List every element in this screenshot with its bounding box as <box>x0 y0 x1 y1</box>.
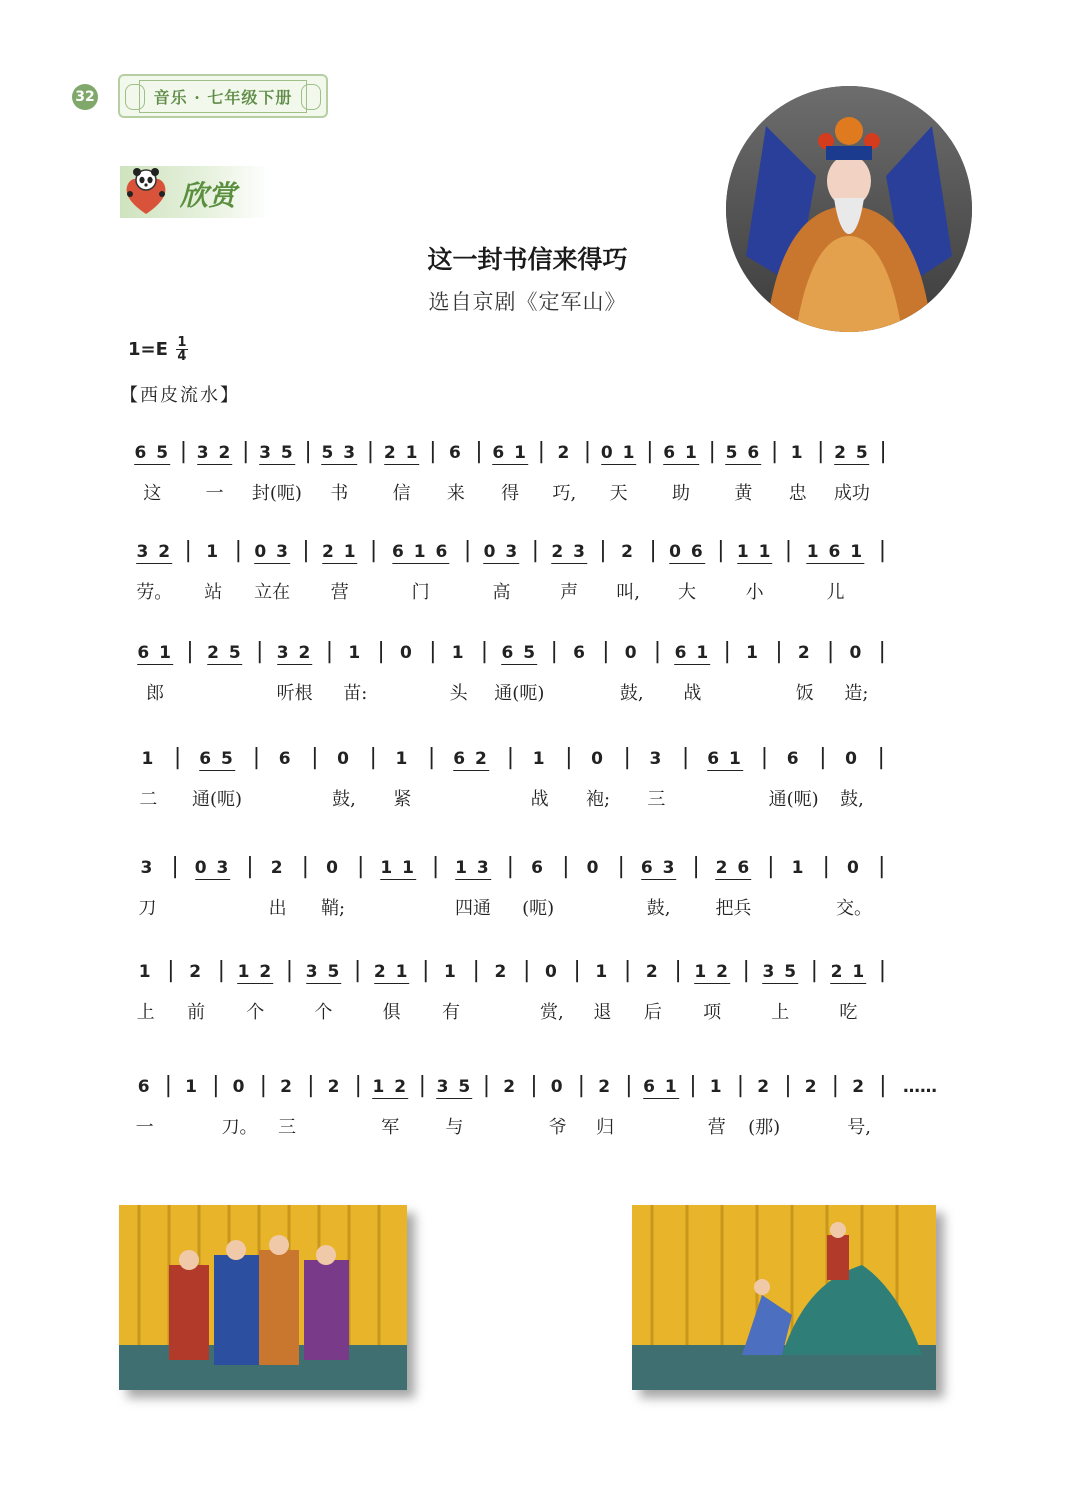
lyric: 劳。 <box>136 582 173 603</box>
barline: | <box>681 745 690 770</box>
lyric: 通(呃) <box>494 683 545 704</box>
barline: | <box>531 538 540 563</box>
book-title-banner <box>118 74 328 118</box>
lyric: 鼓, <box>619 683 644 704</box>
barline: | <box>307 1073 315 1098</box>
barline: | <box>212 1073 220 1098</box>
note-group: 1 <box>395 749 410 769</box>
barline: | <box>879 439 887 464</box>
note-group: 1 3 <box>455 858 491 878</box>
barline: | <box>475 439 483 464</box>
barline: | <box>537 439 546 464</box>
note-group: 0 <box>586 858 601 878</box>
barline: | <box>472 958 480 983</box>
lyric: 忠 <box>788 483 807 504</box>
barline: | <box>164 1073 173 1098</box>
barline: | <box>179 439 188 464</box>
lyric: 后 <box>643 1002 662 1023</box>
note-group: 0 <box>326 858 340 878</box>
time-signature <box>176 336 188 363</box>
barline: | <box>302 538 310 563</box>
note-group: 0 3 <box>254 542 290 562</box>
lyric: 吃 <box>839 1002 858 1023</box>
barline: | <box>625 1073 633 1098</box>
note-group: 1 <box>532 749 547 769</box>
barline: | <box>708 439 716 464</box>
note-group: 6 <box>531 858 546 878</box>
note-group: 6 3 <box>640 858 677 878</box>
score-continuation: …… <box>903 1077 937 1097</box>
note-group: 3 2 <box>276 643 313 663</box>
note-group: 5 3 <box>321 443 358 463</box>
barline: | <box>653 639 662 664</box>
barline: | <box>357 854 365 879</box>
section-tag <box>120 166 270 218</box>
barline: | <box>692 854 700 879</box>
note-group: 1 <box>746 643 761 663</box>
lyric: 信 <box>392 483 411 504</box>
lyric: 项 <box>703 1002 722 1023</box>
barline: | <box>301 854 310 879</box>
note-group: 1 <box>141 749 156 769</box>
note-group: 2 1 <box>383 443 420 463</box>
lyric: 鼓, <box>646 898 671 919</box>
note-group: 2 6 <box>715 858 752 878</box>
barline: | <box>377 639 385 664</box>
note-group: 0 <box>847 858 861 878</box>
barline: | <box>562 854 570 879</box>
barline: | <box>429 639 437 664</box>
lyric: 上 <box>136 1002 155 1023</box>
note-group: 6 1 <box>137 643 173 663</box>
barline: | <box>431 854 440 879</box>
barline: | <box>480 639 489 664</box>
lyric: 紧 <box>393 789 412 810</box>
note-group: 2 <box>645 962 660 982</box>
note-group: 2 <box>270 858 285 878</box>
lyric: 有 <box>441 1002 460 1023</box>
lyric: 归 <box>596 1117 615 1138</box>
note-group: 0 6 <box>669 542 705 562</box>
lyric: 声 <box>560 582 579 603</box>
lyric: 成功 <box>833 483 870 504</box>
barline: | <box>623 958 632 983</box>
note-group: 3 5 <box>436 1077 473 1097</box>
note-group: 2 <box>327 1077 342 1097</box>
note-group: 2 <box>852 1077 867 1097</box>
note-group: 6 2 <box>453 749 489 769</box>
note-group: 6 5 <box>199 749 235 769</box>
note-group: 6 <box>278 749 293 769</box>
ornament-left-icon <box>125 84 145 110</box>
barline: | <box>577 1073 586 1098</box>
note-group: 1 <box>138 962 153 982</box>
note-group: 6 <box>573 643 587 663</box>
lyric: 郎 <box>146 683 165 704</box>
stage-photo-right <box>632 1205 936 1390</box>
lyric: 大 <box>677 582 696 603</box>
lyric: 苗: <box>343 683 368 704</box>
key-label: 1=E <box>128 339 168 360</box>
barline: | <box>311 745 319 770</box>
note-group: 2 3 <box>551 542 587 562</box>
note-group: 1 2 <box>372 1077 409 1097</box>
note-group: 6 <box>786 749 801 769</box>
lyric: (呃) <box>522 898 555 919</box>
lyric: 袍; <box>585 789 611 810</box>
time-bottom: 4 <box>177 349 187 364</box>
key-signature <box>128 336 188 363</box>
note-group: 1 2 <box>237 962 274 982</box>
note-group: 3 <box>649 749 664 769</box>
note-group: 0 <box>550 1077 565 1097</box>
score-row <box>0 745 1065 839</box>
barline: | <box>583 439 592 464</box>
note-group: 2 1 <box>373 962 410 982</box>
barline: | <box>506 745 515 770</box>
barline: | <box>325 639 334 664</box>
barline: | <box>463 538 472 563</box>
lyric: 通(呃) <box>192 789 243 810</box>
section-label: 欣赏 <box>180 179 237 212</box>
barline: | <box>878 639 886 664</box>
barline: | <box>427 745 436 770</box>
note-group: 2 <box>804 1077 819 1097</box>
lyric: 巧, <box>552 483 577 504</box>
barline: | <box>369 538 378 563</box>
lyric: 助 <box>672 483 691 504</box>
lyric: 战 <box>683 683 702 704</box>
barline: | <box>522 958 531 983</box>
opera-portrait-photo <box>726 86 972 332</box>
barline: | <box>259 1073 268 1098</box>
barline: | <box>819 745 827 770</box>
note-group: 6 1 <box>663 443 699 463</box>
barline: | <box>775 639 783 664</box>
note-group: 6 1 <box>707 749 743 769</box>
lyric: 鼓, <box>840 789 864 810</box>
barline: | <box>242 439 250 464</box>
barline: | <box>246 854 254 879</box>
lyric: 通(呃) <box>768 789 819 810</box>
note-group: 1 <box>595 962 610 982</box>
note-group: 0 <box>624 643 639 663</box>
barline: | <box>429 439 437 464</box>
barline: | <box>369 745 377 770</box>
barline: | <box>646 439 654 464</box>
barline: | <box>353 958 362 983</box>
lyric: 与 <box>445 1117 464 1138</box>
lyric: 叫, <box>616 582 640 603</box>
barline: | <box>304 439 312 464</box>
note-group: 3 2 <box>136 542 173 562</box>
note-group: 6 1 <box>643 1077 679 1097</box>
barline: | <box>817 439 825 464</box>
lyric: (那) <box>748 1117 781 1138</box>
note-group: 1 6 1 <box>806 542 865 562</box>
note-group: 2 <box>557 443 572 463</box>
note-group: 0 <box>544 962 559 982</box>
lyric: 爷 <box>548 1117 567 1138</box>
barline: | <box>573 958 581 983</box>
note-group: 2 <box>503 1077 518 1097</box>
barline: | <box>530 1073 538 1098</box>
barline: | <box>186 639 194 664</box>
barline: | <box>623 745 631 770</box>
barline: | <box>826 639 835 664</box>
barline: | <box>674 958 682 983</box>
lyric: 封(呃) <box>251 483 302 504</box>
note-group: 6 <box>137 1077 152 1097</box>
panda-heart-icon <box>120 166 172 218</box>
note-group: 1 <box>790 443 805 463</box>
lyric: 小 <box>745 582 764 603</box>
barline: | <box>736 1073 745 1098</box>
barline: | <box>877 745 885 770</box>
score-row <box>0 639 1065 733</box>
lyric: 战 <box>530 789 549 810</box>
lyric: 高 <box>492 582 511 603</box>
song-subtitle: 选自京剧《定军山》 <box>428 290 627 314</box>
page-number-badge: 32 <box>72 84 98 110</box>
barline: | <box>742 958 750 983</box>
lyric: 头 <box>449 683 468 704</box>
barline: | <box>877 854 886 879</box>
lyric: 前 <box>187 1002 206 1023</box>
note-group: 0 <box>337 749 351 769</box>
barline: | <box>173 745 182 770</box>
note-group: 3 5 <box>259 443 295 463</box>
lyric: 黄 <box>734 483 753 504</box>
score-row <box>0 439 1065 533</box>
barline: | <box>354 1073 362 1098</box>
time-top: 1 <box>177 335 187 350</box>
note-group: 1 <box>444 962 458 982</box>
lyric: 二 <box>139 789 158 810</box>
note-group: 2 1 <box>830 962 867 982</box>
lyric: 书 <box>330 483 349 504</box>
lyric: 一 <box>205 483 224 504</box>
note-group: 1 <box>185 1077 199 1097</box>
note-group: 2 <box>494 962 509 982</box>
barline: | <box>171 854 179 879</box>
lyric: 饭 <box>795 683 814 704</box>
barline: | <box>550 639 558 664</box>
barline: | <box>234 538 242 563</box>
barline: | <box>366 439 375 464</box>
barline: | <box>418 1073 427 1098</box>
lyric: 退 <box>593 1002 612 1023</box>
lyric: 门 <box>411 582 430 603</box>
lyric: 刀 <box>138 898 157 919</box>
note-group: 6 1 <box>492 443 528 463</box>
note-group: 1 <box>206 542 221 562</box>
lyric: 来 <box>446 483 465 504</box>
lyric: 鞘; <box>321 898 346 919</box>
barline: | <box>565 745 573 770</box>
barline: | <box>422 958 430 983</box>
barline: | <box>723 639 731 664</box>
lyric: 把兵 <box>715 898 752 919</box>
score-row <box>0 958 1065 1052</box>
barline: | <box>217 958 226 983</box>
mode-label: 【西皮流水】 <box>120 385 240 406</box>
lyric: 三 <box>278 1117 297 1138</box>
ornament-right-icon <box>301 84 321 110</box>
note-group: 3 <box>140 858 155 878</box>
lyric: 立在 <box>254 582 291 603</box>
lyric: 三 <box>647 789 666 810</box>
note-group: 1 <box>348 643 363 663</box>
lyric: 造; <box>844 683 869 704</box>
barline: | <box>482 1073 491 1098</box>
lyric: 营 <box>330 582 349 603</box>
barline: | <box>617 854 625 879</box>
note-group: 6 5 <box>134 443 171 463</box>
note-group: 3 2 <box>196 443 233 463</box>
lyric: 站 <box>204 582 223 603</box>
score-row <box>0 538 1065 632</box>
note-group: 1 2 <box>694 962 730 982</box>
song-title: 这一封书信来得巧 <box>427 245 628 274</box>
lyric: 一 <box>135 1117 154 1138</box>
note-group: 2 <box>280 1077 294 1097</box>
barline: | <box>784 1073 792 1098</box>
book-title: 音乐 · 七年级下册 <box>139 80 308 113</box>
note-group: 6 <box>448 443 463 463</box>
note-group: 0 <box>232 1077 247 1097</box>
lyric: 俱 <box>382 1002 401 1023</box>
barline: | <box>184 538 192 563</box>
note-group: 3 5 <box>305 962 342 982</box>
note-group: 2 5 <box>834 443 870 463</box>
note-group: 2 <box>621 542 635 562</box>
note-group: 0 <box>591 749 605 769</box>
lyric: 鼓, <box>332 789 356 810</box>
note-group: 1 <box>451 643 466 663</box>
barline: | <box>770 439 779 464</box>
note-group: 0 <box>845 749 859 769</box>
lyric: 听根 <box>276 683 313 704</box>
lyric: 儿 <box>826 582 845 603</box>
lyric: 号, <box>847 1117 871 1138</box>
barline: | <box>599 538 607 563</box>
barline: | <box>767 854 775 879</box>
note-group: 1 1 <box>380 858 416 878</box>
lyric: 交。 <box>835 898 872 919</box>
note-group: 0 1 <box>600 443 637 463</box>
barline: | <box>689 1073 697 1098</box>
score-row <box>0 854 1065 948</box>
lyric: 得 <box>501 483 520 504</box>
barline: | <box>760 745 769 770</box>
lyric: 个 <box>246 1002 265 1023</box>
note-group: 0 3 <box>483 542 520 562</box>
barline: | <box>831 1073 840 1098</box>
stage-photo-left <box>119 1205 407 1390</box>
barline: | <box>167 958 175 983</box>
barline: | <box>878 958 887 983</box>
note-group: 3 5 <box>762 962 799 982</box>
lyric: 天 <box>609 483 628 504</box>
lyric: 个 <box>314 1002 333 1023</box>
note-group: 2 5 <box>207 643 243 663</box>
note-group: 2 <box>189 962 204 982</box>
note-group: 2 1 <box>322 542 358 562</box>
lyric: 刀。 <box>221 1117 258 1138</box>
lyric: 营 <box>707 1117 726 1138</box>
barline: | <box>878 538 887 563</box>
barline: | <box>822 854 830 879</box>
note-group: 0 <box>400 643 414 663</box>
barline: | <box>602 639 610 664</box>
lyric: 这 <box>143 483 162 504</box>
lyric: 上 <box>771 1002 790 1023</box>
note-group: 1 1 <box>736 542 773 562</box>
lyric: 赏, <box>540 1002 564 1023</box>
lyric: 出 <box>268 898 287 919</box>
note-group: 5 6 <box>725 443 762 463</box>
note-group: 2 <box>797 643 812 663</box>
note-group: 0 3 <box>194 858 231 878</box>
barline: | <box>252 745 261 770</box>
barline: | <box>506 854 515 879</box>
note-group: 6 5 <box>501 643 538 663</box>
lyric: 军 <box>381 1117 400 1138</box>
barline: | <box>784 538 793 563</box>
barline: | <box>810 958 819 983</box>
barline: | <box>256 639 264 664</box>
lyric: 四通 <box>454 898 491 919</box>
barline: | <box>879 1073 887 1098</box>
barline: | <box>649 538 657 563</box>
note-group: 2 <box>598 1077 613 1097</box>
note-group: 6 1 <box>674 643 711 663</box>
barline: | <box>717 538 725 563</box>
barline: | <box>285 958 294 983</box>
note-group: 0 <box>849 643 864 663</box>
note-group: 1 <box>791 858 806 878</box>
note-group: 1 <box>709 1077 724 1097</box>
note-group: 6 1 6 <box>391 542 450 562</box>
note-group: 2 <box>757 1077 772 1097</box>
